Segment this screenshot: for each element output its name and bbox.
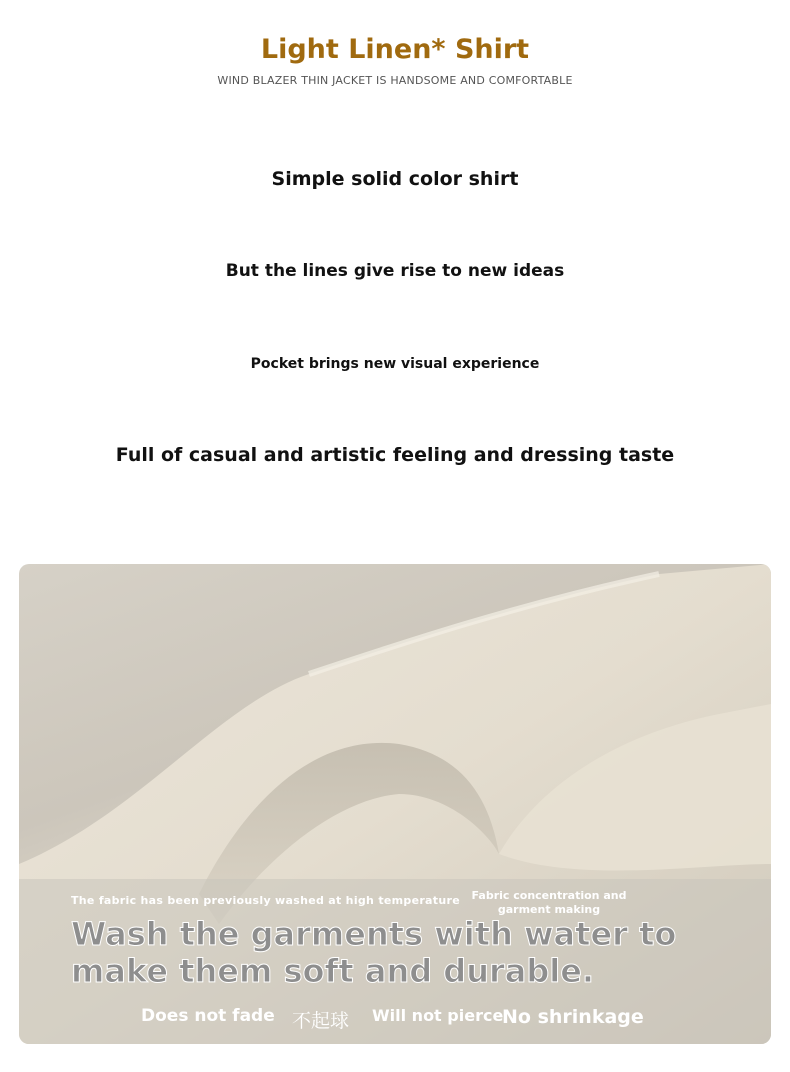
feature-no-pierce: Will not pierce <box>372 1006 504 1025</box>
product-title: Light Linen* Shirt <box>260 34 530 65</box>
feature-no-fade: Does not fade <box>141 1006 275 1026</box>
tagline-3: Pocket brings new visual experience <box>250 356 540 372</box>
tagline-4: Full of casual and artistic feeling and dressing taste <box>115 444 675 466</box>
feature-no-pilling: 不起球 <box>292 1010 350 1032</box>
fabric-headline: Wash the garments with water to make them soft and durable. <box>71 915 677 990</box>
tagline-1: Simple solid color shirt <box>271 168 519 190</box>
fabric-caption-left: The fabric has been previously washed at high temperature <box>71 894 460 907</box>
feature-no-shrink: No shrinkage <box>502 1006 644 1028</box>
product-subtitle: WIND BLAZER THIN JACKET IS HANDSOME AND COMFORTABLE <box>217 74 573 87</box>
fabric-photo <box>19 564 771 1044</box>
tagline-2: But the lines give rise to new ideas <box>225 261 565 281</box>
fabric-caption-right: Fabric concentration and garment making <box>471 889 627 916</box>
